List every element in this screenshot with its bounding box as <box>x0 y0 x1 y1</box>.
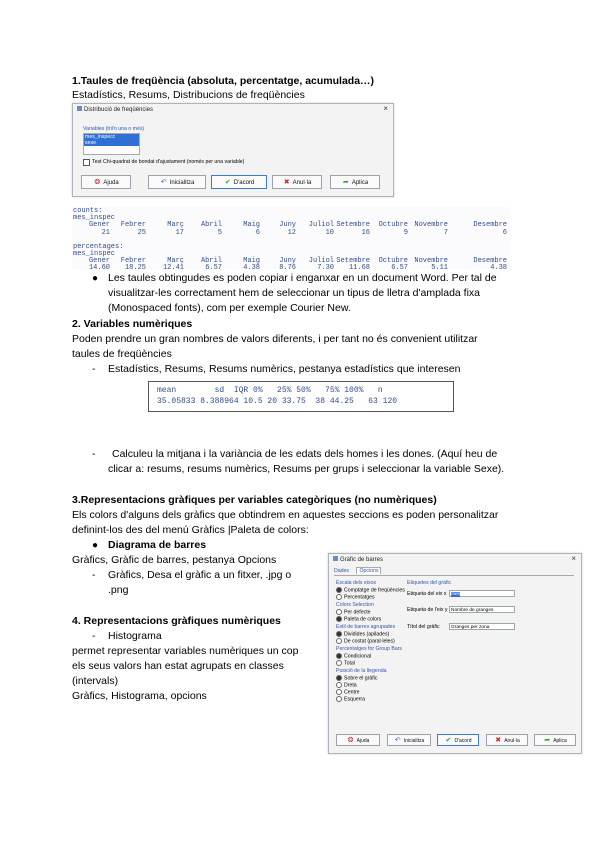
pct-month-8: Octubre <box>378 257 408 265</box>
xlabel-input[interactable]: mes <box>449 590 515 597</box>
stats-header: mean sd IQR 0% 25% 50% 75% 100% n <box>157 386 383 395</box>
var-item-sexe[interactable]: sexe <box>84 140 139 146</box>
pct-month-4: Maig <box>243 257 260 265</box>
reset-button[interactable]: ↶ Inicialitza <box>387 734 431 746</box>
pct-month-7: Setembre <box>336 257 370 265</box>
count-month-10: Desembre <box>473 221 507 229</box>
cancel-button[interactable]: ✖ Anul·la <box>272 175 322 189</box>
pct-month-0: Gener <box>88 257 110 265</box>
count-month-4: Maig <box>243 221 260 229</box>
section3-dash-l2: .png <box>108 584 129 596</box>
opt-left[interactable]: Esquerra <box>336 696 365 702</box>
section4-p3: (intervals) <box>72 675 119 687</box>
dash-mark: - <box>92 448 96 460</box>
section3-path: Gràfics, Gràfic de barres, pestanya Opcions <box>72 554 277 566</box>
section3-p1: Els colors d'alguns dels gràfics que obtindrem en aquestes seccions es poden personalitzar <box>72 509 499 521</box>
pct-head: percentages: <box>73 243 124 251</box>
pct-month-9: Novembre <box>414 257 448 265</box>
count-value-6: 10 <box>325 229 334 237</box>
bullet-dot: ● <box>92 540 99 551</box>
section2-p1: Poden prendre un gran nombres de valors diferents, i per tant no és convenient utilitzar <box>72 333 478 345</box>
count-value-4: 6 <box>255 229 260 237</box>
vars-label: Variables (trii'n una o més) <box>83 126 145 132</box>
pct-value-3: 6.57 <box>205 264 222 272</box>
opt-palette[interactable]: Paleta de colors <box>336 616 381 622</box>
pct-value-1: 18.25 <box>124 264 146 272</box>
count-value-1: 25 <box>137 229 146 237</box>
ylabel-input[interactable]: Nombre de granges <box>449 606 515 613</box>
section4-p1: permet representar variables numèriques un cop <box>72 645 299 657</box>
ok-button[interactable]: ✔ D'acord <box>211 175 267 189</box>
opt-stacked[interactable]: Dividides (apilades) <box>336 631 389 637</box>
count-month-8: Octubre <box>378 221 408 229</box>
dash-mark: - <box>92 569 96 581</box>
tab-strip <box>334 568 574 576</box>
count-value-9: 7 <box>443 229 448 237</box>
bullet-dot: ● <box>92 273 99 284</box>
pct-month-5: Juny <box>279 257 296 265</box>
stats-box <box>148 381 454 412</box>
section3-bullet: Diagrama de barres <box>108 539 207 551</box>
counts-values-row <box>72 229 510 237</box>
opt-center[interactable]: Centre <box>336 689 360 695</box>
count-value-0: 21 <box>101 229 110 237</box>
ylabel-label: Etiqueta de l'eix y <box>407 607 448 613</box>
dialog-title: Distribució de freqüències <box>77 106 153 113</box>
pct-value-5: 8.76 <box>279 264 296 272</box>
check-icon: ✔ <box>224 179 231 186</box>
pct-month-1: Febrer <box>120 257 146 265</box>
pct-value-7: 11.68 <box>348 264 370 272</box>
chi-label: Test Chi-quadrat de bondat d'ajustament (només per una variable) <box>92 159 245 165</box>
legend-head: Posició de la llegenda <box>336 668 387 674</box>
pct-month-10: Desembre <box>473 257 507 265</box>
count-value-8: 9 <box>403 229 408 237</box>
counts-head: counts: <box>73 207 103 215</box>
dash-mark: - <box>92 630 96 642</box>
section2-dash1: Estadístics, Resums, Resums numèrics, pestanya estadístics que interesen <box>108 363 461 375</box>
count-month-3: Abril <box>200 221 222 229</box>
opt-default[interactable]: Per defecte <box>336 609 371 615</box>
ok-button[interactable]: ✔ D'acord <box>437 734 479 746</box>
counts-var: mes_inspec <box>73 214 116 222</box>
count-value-10: 6 <box>502 229 507 237</box>
close-icon[interactable]: × <box>383 104 388 113</box>
dialog2-title: Gràfic de barres <box>333 556 383 563</box>
section2-heading: 2. Variables numèriques <box>72 318 193 330</box>
bullet1-line3: (Monospaced fonts), com per exemple Courier New. <box>108 302 351 314</box>
pct-month-2: Març <box>167 257 184 265</box>
pct-value-9: 5.11 <box>431 264 448 272</box>
app-icon <box>77 106 82 111</box>
bullet1-line1: Les taules obtingudes es poden copiar i enganxar en un document Word. Per tal de <box>108 272 497 284</box>
pct-value-10: 4.38 <box>490 264 507 272</box>
stats-values: 35.05833 8.388964 10.5 20 33.75 38 44.25 63 120 <box>157 397 398 406</box>
frequency-dialog <box>72 103 394 197</box>
app-icon <box>333 556 338 561</box>
section1-heading: 1.Taules de freqüència (absoluta, percentatge, acumulada…) <box>72 75 375 87</box>
section4-path: Gràfics, Histograma, opcions <box>72 690 207 702</box>
chi-checkbox[interactable] <box>83 159 90 166</box>
pct-month-6: Juliol <box>308 257 334 265</box>
count-value-5: 12 <box>287 229 296 237</box>
close-icon[interactable]: × <box>571 554 576 563</box>
pct-value-6: 7.30 <box>317 264 334 272</box>
opt-percent[interactable]: Percentatges <box>336 594 375 600</box>
count-month-1: Febrer <box>120 221 146 229</box>
apply-icon: ➦ <box>544 737 551 744</box>
cancel-button[interactable]: ✖ Anul·la <box>486 734 528 746</box>
xlabel-label: Etiqueta del eix x <box>407 591 447 597</box>
check-icon: ✔ <box>445 737 452 744</box>
barchart-dialog <box>328 553 582 754</box>
opt-above[interactable]: Sobre el gràfic <box>336 675 377 681</box>
section4-heading: 4. Representacions gràfiques numèriques <box>72 615 281 627</box>
count-value-3: 5 <box>217 229 222 237</box>
count-month-0: Gener <box>88 221 110 229</box>
section4-dash: Histograma <box>108 630 162 642</box>
labels-head: Etiquetes del gràfic <box>407 580 452 586</box>
pct-value-0: 14.60 <box>88 264 110 272</box>
var-item-mes[interactable]: mes_inspecc <box>84 134 139 140</box>
pct-value-8: 6.57 <box>391 264 408 272</box>
tab-data[interactable]: Dades <box>334 568 349 574</box>
opt-right[interactable]: Dreta <box>336 682 357 688</box>
title-label: Títol del gràfic <box>407 624 440 630</box>
count-month-7: Setembre <box>336 221 370 229</box>
cancel-icon: ✖ <box>495 737 502 744</box>
count-month-9: Novembre <box>414 221 448 229</box>
reset-button[interactable]: ↶ Inicialitza <box>148 175 206 189</box>
tab-options[interactable]: Opcions <box>356 567 381 574</box>
opt-side[interactable]: De costat (paral·leles) <box>336 638 395 644</box>
colors-head: Colors Selection <box>336 602 374 608</box>
help-button[interactable]: ❂ Ajuda <box>81 175 131 189</box>
opt-conditional[interactable]: Condicional <box>336 653 371 659</box>
counts-months-row <box>72 221 510 229</box>
apply-button[interactable]: ➦ Aplica <box>534 734 576 746</box>
reset-icon: ↶ <box>160 179 167 186</box>
section2-p2: taules de freqüències <box>72 348 172 360</box>
vars-listbox[interactable] <box>83 133 140 155</box>
section1-path: Estadístics, Resums, Distribucions de freqüències <box>72 89 305 101</box>
pct-var: mes_inspec <box>73 250 116 258</box>
count-month-6: Juliol <box>308 221 334 229</box>
section4-p2: els seus valors han estat agrupats en classes <box>72 660 284 672</box>
frequency-output <box>72 207 510 272</box>
dash-mark: - <box>92 363 96 375</box>
pct-value-4: 4.38 <box>243 264 260 272</box>
pct-values-row <box>72 264 510 272</box>
cancel-icon: ✖ <box>283 179 290 186</box>
title-input[interactable]: Granges per zona <box>449 623 515 630</box>
pct-month-3: Abril <box>200 257 222 265</box>
count-value-7: 16 <box>361 229 370 237</box>
bars-style-head: Estil de barres agrupades <box>336 624 396 630</box>
count-month-2: Març <box>167 221 184 229</box>
opt-counts[interactable]: Comptatge de freqüències <box>336 587 405 593</box>
reset-icon: ↶ <box>394 737 401 744</box>
count-month-5: Juny <box>279 221 296 229</box>
section2-dash2-l2: clicar a: resums, resums numèrics, Resums per grups i seleccionar la variable Sexe). <box>108 463 505 475</box>
help-icon: ❂ <box>94 179 101 186</box>
opt-total[interactable]: Total <box>336 660 355 666</box>
help-icon: ❂ <box>347 737 354 744</box>
count-value-2: 17 <box>175 229 184 237</box>
help-button[interactable]: ❂ Ajuda <box>336 734 380 746</box>
bullet1-line2: visualitzar-les correctament hem de seleccionar un tipus de lletra d'amplada fixa <box>108 287 481 299</box>
section2-dash2-l1: Calculeu la mitjana i la variància de les edats dels homes i les dones. (Aquí heu de <box>112 448 498 460</box>
section3-heading: 3.Representacions gràfiques per variables categòriques (no numèriques) <box>72 494 437 506</box>
axis-scale-head: Escala dels eixos <box>336 580 377 586</box>
apply-icon: ➦ <box>342 179 349 186</box>
pct-value-2: 12.41 <box>162 264 184 272</box>
section3-dash-l1: Gràfics, Desa el gràfic a un fitxer, .jpg o <box>108 569 292 581</box>
section3-p2: definint-los des del menú Gràfics |Paleta de colors: <box>72 524 309 536</box>
group-pct-head: Percentatges for Group Bars <box>336 646 403 652</box>
apply-button[interactable]: ➦ Aplica <box>330 175 380 189</box>
